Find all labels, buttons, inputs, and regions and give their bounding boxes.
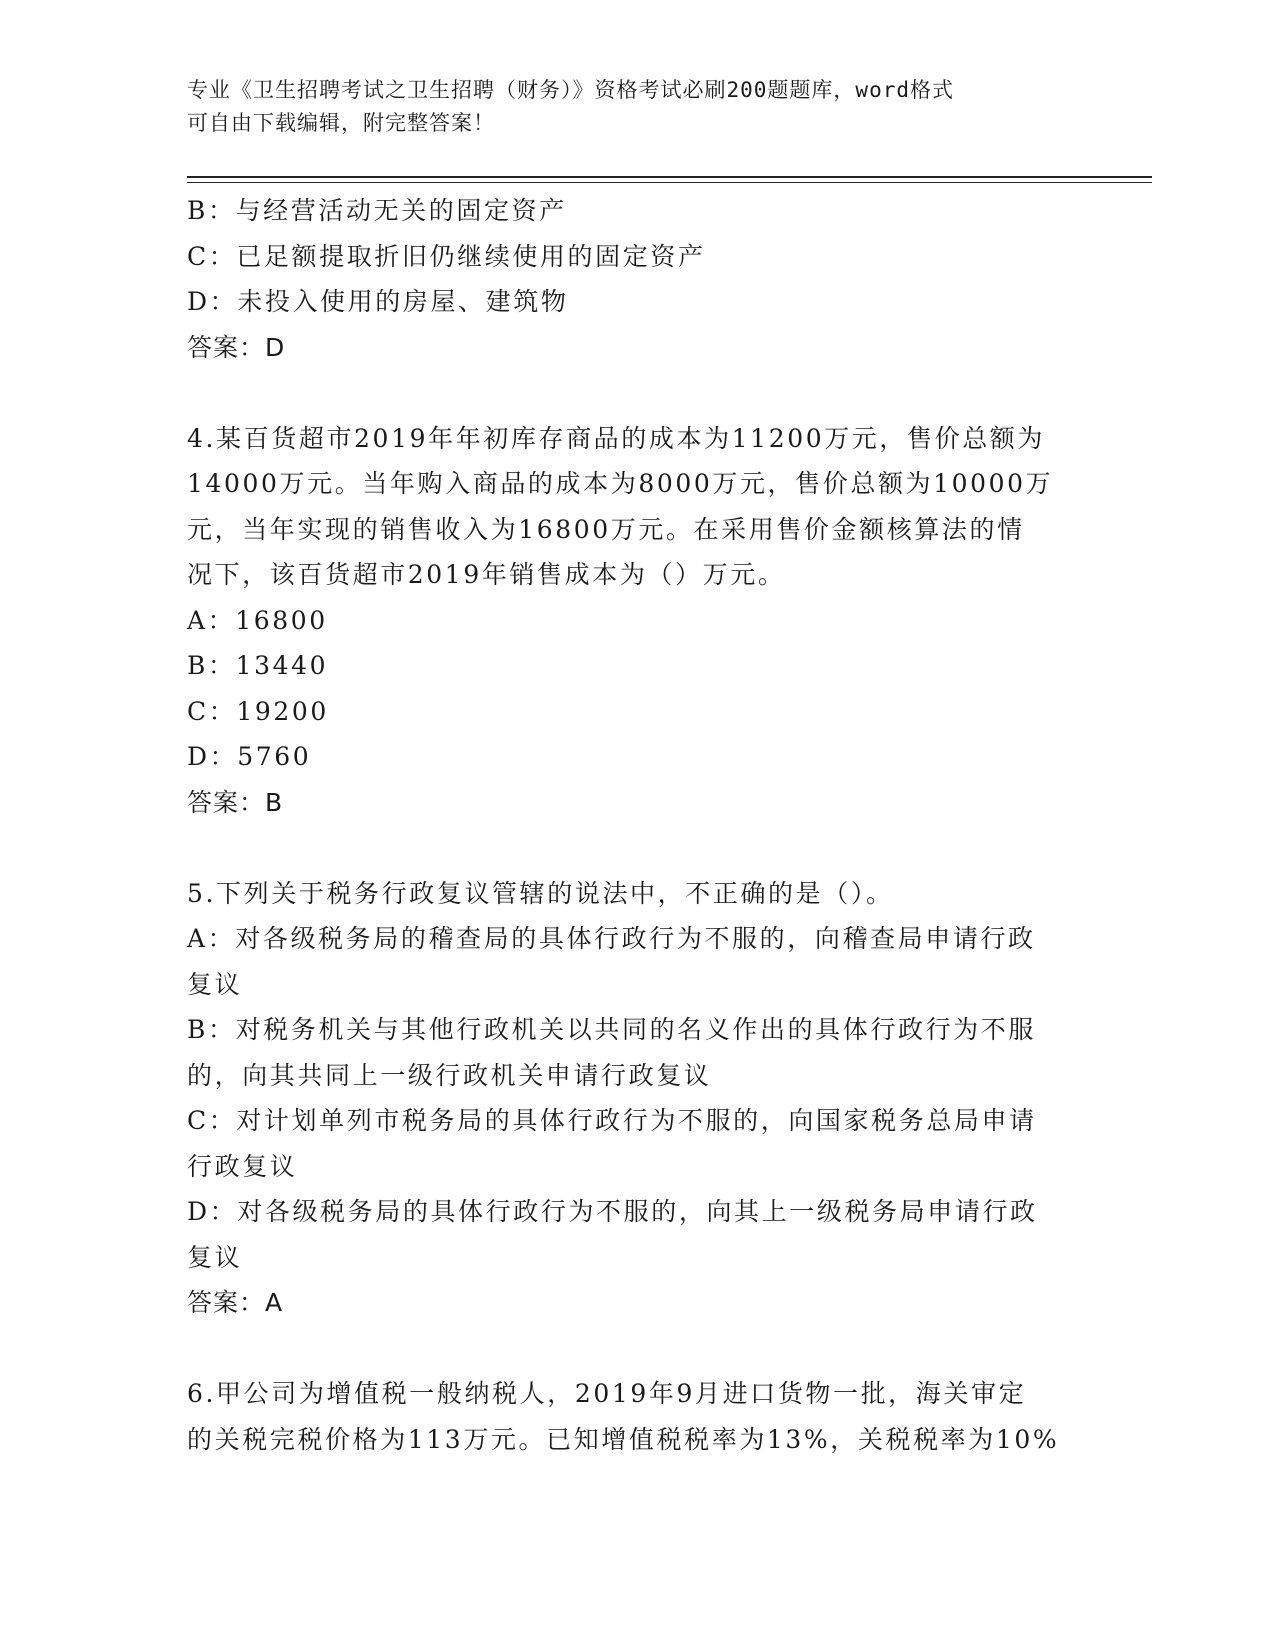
option-a: A：16800 <box>187 605 328 635</box>
question-4 <box>187 416 1077 826</box>
option-c: C：对计划单列市税务局的具体行政行为不服的，向国家税务总局申请 <box>187 1106 1037 1135</box>
option-d: D：未投入使用的房屋、建筑物 <box>187 287 569 316</box>
question-stem-line: 5.下列关于税务行政复议管辖的说法中，不正确的是（）。 <box>187 878 894 908</box>
header-divider-thin <box>187 182 1152 183</box>
option-d: D：5760 <box>187 742 312 771</box>
header-line-1: 专业《卫生招聘考试之卫生招聘（财务）》资格考试必刷200题题库，word格式 <box>187 78 954 102</box>
option-d: D：对各级税务局的具体行政行为不服的，向其上一级税务局申请行政 <box>187 1197 1038 1226</box>
option-b: B：与经营活动无关的固定资产 <box>187 196 567 225</box>
spacer <box>187 1326 1077 1372</box>
question-stem-line: 14000万元。当年购入商品的成本为8000万元，售价总额为10000万 <box>187 469 1054 498</box>
header-divider-thick <box>187 176 1152 178</box>
header-line-2: 可自由下载编辑，附完整答案！ <box>187 111 495 135</box>
option-b: B：对税务机关与其他行政机关以共同的名义作出的具体行政行为不服 <box>187 1015 1036 1044</box>
option-c: C：已足额提取折旧仍继续使用的固定资产 <box>187 241 706 271</box>
document-header <box>187 74 1067 140</box>
question-stem-line: 的关税完税价格为113万元。已知增值税税率为13%，关税税率为10% <box>187 1424 1060 1454</box>
spacer <box>187 370 1077 416</box>
option-a: A：对各级税务局的稽查局的具体行政行为不服的，向稽查局申请行政 <box>187 924 1036 953</box>
question-stem-line: 6.甲公司为增值税一般纳税人，2019年9月进口货物一批，海关审定 <box>187 1379 1027 1408</box>
option-c: C：19200 <box>187 696 329 726</box>
answer: 答案：B <box>187 787 284 817</box>
spacer <box>187 825 1077 871</box>
option-c-continued: 行政复议 <box>187 1151 298 1181</box>
option-b: B：13440 <box>187 651 329 680</box>
question-stem-line: 4.某百货超市2019年年初库存商品的成本为11200万元，售价总额为 <box>187 423 1046 453</box>
question-stem-line: 况下，该百货超市2019年销售成本为（）万元。 <box>187 560 786 589</box>
question-content <box>187 188 1077 1462</box>
question-6 <box>187 1371 1077 1462</box>
answer: 答案：A <box>187 1288 284 1317</box>
question-3 <box>187 188 1077 370</box>
answer: 答案：D <box>187 332 286 362</box>
option-a-continued: 复议 <box>187 969 243 999</box>
option-d-continued: 复议 <box>187 1242 243 1272</box>
question-stem-line: 元，当年实现的销售收入为16800万元。在采用售价金额核算法的情 <box>187 514 1025 544</box>
question-5 <box>187 871 1077 1326</box>
option-b-continued: 的，向其共同上一级行政机关申请行政复议 <box>187 1060 712 1090</box>
